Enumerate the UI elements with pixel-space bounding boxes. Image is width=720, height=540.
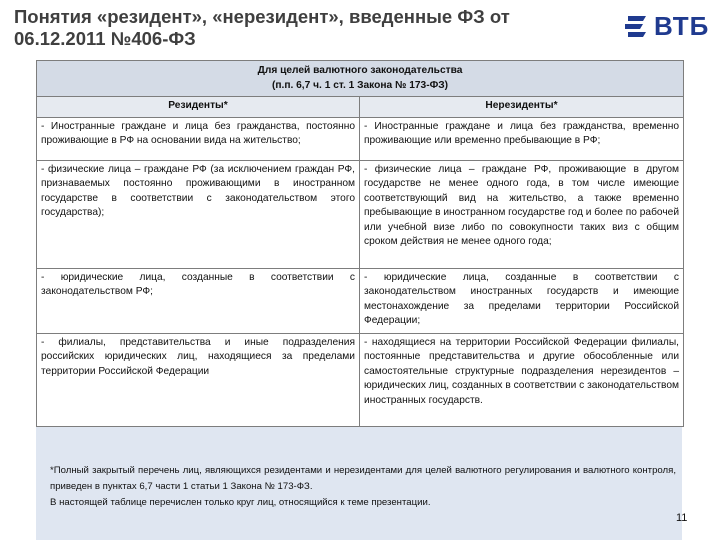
slide-title: Понятия «резидент», «нерезидент», введенные ФЗ от 06.12.2011 №406-ФЗ [14, 6, 510, 49]
table-cell-nonresident: - физические лица – граждане РФ, проживающие в другом государстве не менее одного года, в том числе имеющие соответствующий вид на жительство, а также временно пребывающие в иностранном государстве год и более по рабочей или учебной визе либо по совокупности таких виз с общим сроком действия не менее одного года; [360, 161, 684, 269]
table-row [37, 161, 684, 269]
table-cell-resident: - юридические лица, созданные в соответствии с законодательством РФ; [37, 269, 360, 334]
column-header-residents: Резиденты* [37, 97, 360, 118]
table-header [37, 61, 684, 97]
table-row [37, 269, 684, 334]
table-cell-nonresident: - Иностранные граждане и лица без гражданства, временно проживающие или временно пребывающие в РФ; [360, 118, 684, 161]
table-cell-resident: - филиалы, представительства и иные подразделения российских юридических лиц, находящиеся за пределами территории Российской Федерации [37, 334, 360, 427]
page-number: 11 [676, 512, 688, 524]
table-row [37, 334, 684, 427]
table-cell-nonresident: - находящиеся на территории Российской Федерации филиалы, постоянные представительства и другие обособленные или самостоятельные структурные подразделения нерезидентов – юридических лиц, созданных в соответствии с законодательством иностранных государств. [360, 334, 684, 427]
residents-table [36, 60, 684, 427]
logo-text: ВТБ [654, 11, 710, 41]
table-header-line2: (п.п. 6,7 ч. 1 ст. 1 Закона № 173-ФЗ) [271, 80, 449, 91]
table-header-line1: Для целей валютного законодательства [257, 65, 463, 76]
table-cell-resident: - физические лица – граждане РФ (за исключением граждан РФ, признаваемых постоянно проживающими в иностранном государстве в соответствии с законодательством этого государства); [37, 161, 360, 269]
footnote [50, 463, 676, 511]
vtb-logo-mark-icon [622, 13, 650, 41]
footnote-line2: В настоящей таблице перечислен только круг лиц, относящийся к теме презентации. [50, 497, 431, 508]
table-cell-nonresident: - юридические лица, созданные в соответствии с законодательством иностранных государств и имеющие местонахождение за пределами территории Российской Федерации; [360, 269, 684, 334]
table-cell-resident: - Иностранные граждане и лица без гражданства, постоянно проживающие в РФ на основании вида на жительство; [37, 118, 360, 161]
table-row [37, 118, 684, 161]
footnote-line1: *Полный закрытый перечень лиц, являющихся резидентами и нерезидентами для целей валютного регулирования и валютного контроля, приведен в пунктах 6,7 части 1 статьи 1 Закона № 173-ФЗ. [50, 465, 676, 492]
column-header-nonresidents: Нерезиденты* [360, 97, 684, 118]
vtb-logo [622, 9, 710, 45]
